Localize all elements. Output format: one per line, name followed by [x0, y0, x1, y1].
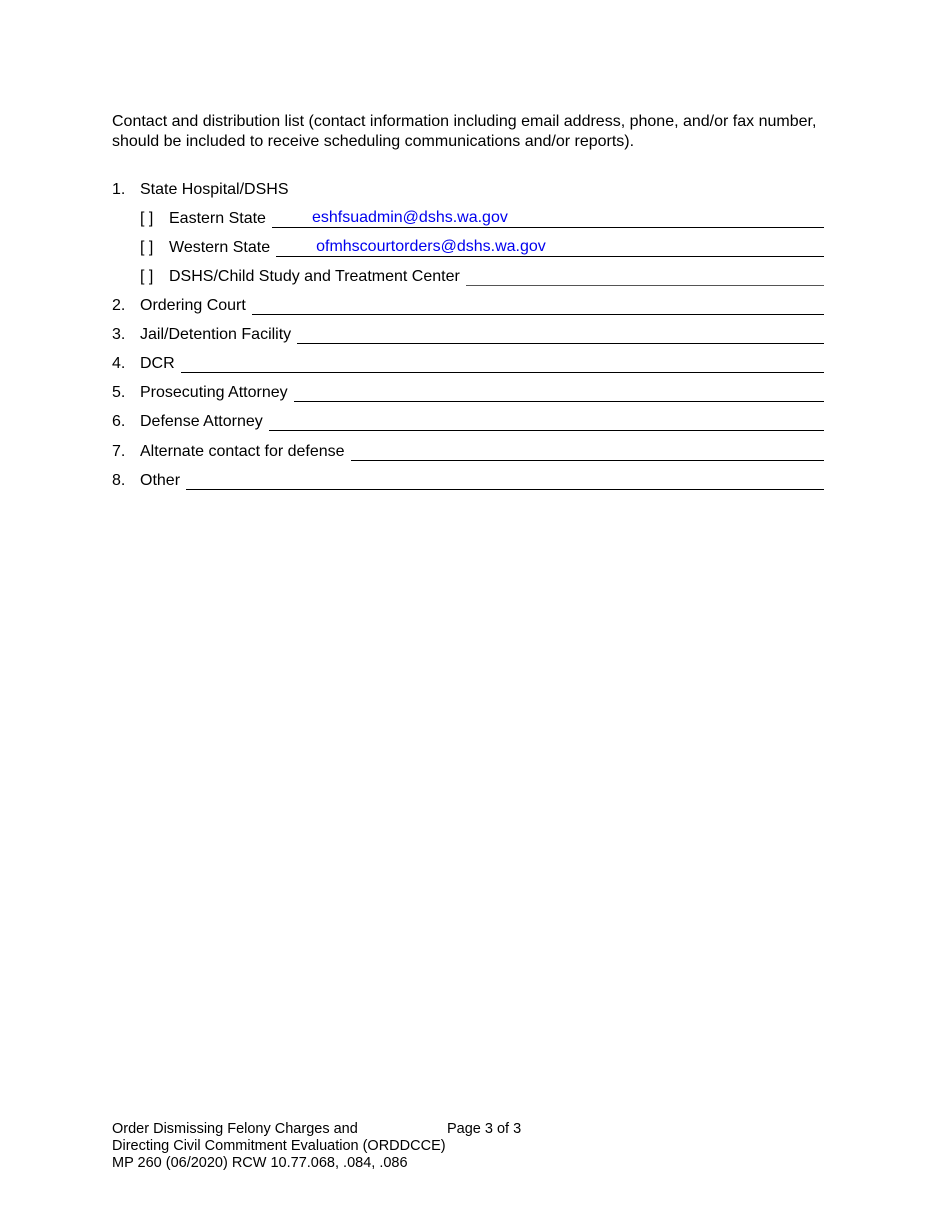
item-number: 4.: [112, 355, 126, 372]
list-item-1: [112, 177, 824, 199]
western-state-field[interactable]: [276, 237, 824, 257]
footer-line-1: Order Dismissing Felony Charges and: [112, 1121, 358, 1137]
item-number: 2.: [112, 297, 126, 314]
defense-attorney-field[interactable]: [269, 411, 824, 431]
footer-line-2: Directing Civil Commitment Evaluation (ORDDCCE): [112, 1138, 446, 1154]
child-study-field[interactable]: [466, 266, 824, 286]
item-label: Alternate contact for defense: [140, 443, 345, 460]
checkbox[interactable]: [ ]: [140, 239, 154, 256]
list-item-3: [112, 322, 824, 344]
list-item-8: [112, 468, 824, 490]
item-number: 1.: [112, 181, 126, 198]
item-number: 7.: [112, 443, 126, 460]
item-number: 8.: [112, 472, 126, 489]
other-field[interactable]: [186, 470, 824, 490]
page-footer: [112, 1121, 522, 1172]
item-label: Jail/Detention Facility: [140, 326, 292, 343]
list-item-2: [112, 293, 824, 315]
item-label: Ordering Court: [140, 297, 246, 314]
list-item-4: [112, 351, 824, 373]
checkbox[interactable]: [ ]: [140, 268, 154, 285]
item-label: Defense Attorney: [140, 413, 263, 430]
subitem-label: Western State: [169, 239, 271, 256]
alternate-contact-field[interactable]: [351, 441, 824, 461]
western-state-email-link[interactable]: ofmhscourtorders@dshs.wa.gov: [316, 238, 546, 255]
prosecuting-attorney-field[interactable]: [294, 382, 824, 402]
list-item-6: [112, 409, 824, 431]
item-label: Other: [140, 472, 181, 489]
list-item-7: [112, 439, 824, 461]
subitem-western-state: [140, 235, 824, 257]
footer-line-3: MP 260 (06/2020) RCW 10.77.068, .084, .086: [112, 1155, 408, 1171]
jail-detention-field[interactable]: [297, 324, 824, 344]
page-number: Page 3 of 3: [447, 1121, 522, 1137]
subitem-eastern-state: [140, 206, 824, 228]
eastern-state-email-link[interactable]: eshfsuadmin@dshs.wa.gov: [311, 209, 508, 226]
item-number: 3.: [112, 326, 126, 343]
checkbox[interactable]: [ ]: [140, 210, 154, 227]
item-number: 5.: [112, 384, 126, 401]
item-number: 6.: [112, 413, 126, 430]
intro-text: Contact and distribution list (contact information including email address, phone, and/or fax number, should be included to receive scheduling communications and/or reports).: [112, 113, 817, 150]
subitem-label: Eastern State: [169, 210, 266, 227]
item-label: Prosecuting Attorney: [140, 384, 288, 401]
ordering-court-field[interactable]: [252, 295, 824, 315]
subitem-label: DSHS/Child Study and Treatment Center: [169, 268, 460, 285]
item-label: State Hospital/DSHS: [140, 181, 289, 198]
item-label: DCR: [140, 355, 175, 372]
subitem-child-study: [140, 264, 824, 286]
eastern-state-field[interactable]: [272, 208, 824, 228]
dcr-field[interactable]: [181, 353, 824, 373]
list-item-5: [112, 380, 824, 402]
